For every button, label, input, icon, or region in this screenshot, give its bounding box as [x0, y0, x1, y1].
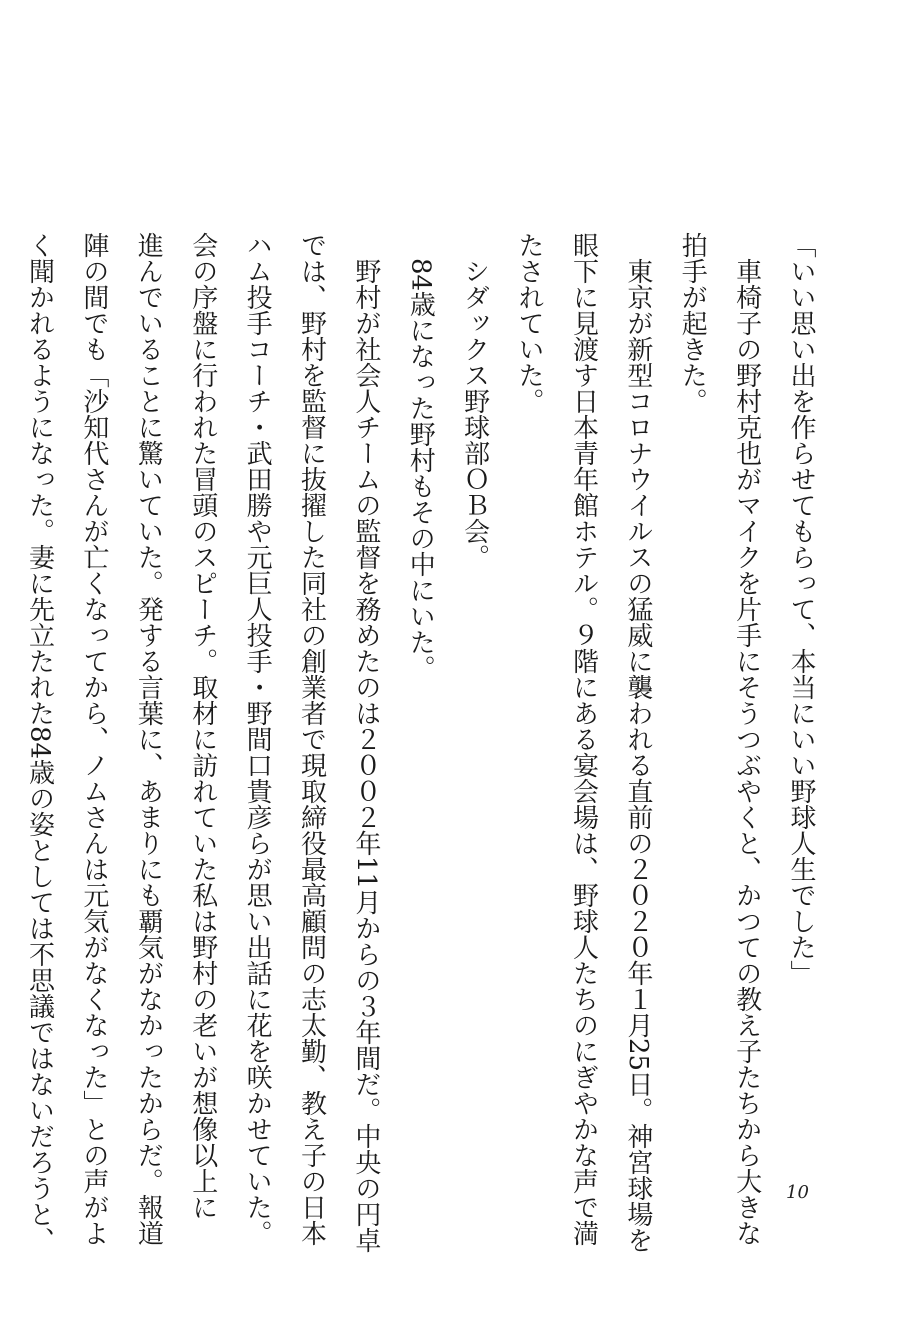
- text-line: 野村が社会人チームの監督を務めたのは２００２年11月からの３年間だ。中央の円卓: [350, 232, 381, 1254]
- text-line: では、野村を監督に抜擢した同社の創業者で現取締役最高顧問の志太勤、教え子の日本: [296, 232, 327, 1246]
- text-line: 「いい思い出を作らせてもらって、本当にいい野球人生でした」: [786, 232, 816, 986]
- text-line: 車椅子の野村克也がマイクを片手にそうつぶやくと、かつての教え子たちから大きな: [731, 232, 762, 1246]
- text-line: 84歳になった野村もその中にいた。: [405, 232, 436, 682]
- page-number: 10: [786, 1182, 809, 1203]
- text-line: 陣の間でも「沙知代さんが亡くなってから、ノムさんは元気がなくなった」との声がよ: [78, 232, 109, 1246]
- text-line: ハム投手コーチ・武田勝や元巨人投手・野間口貴彦らが思い出話に花を咲かせていた。: [242, 232, 273, 1246]
- text-line: たされていた。: [514, 232, 545, 414]
- text-line: 東京が新型コロナウイルスの猛威に襲われる直前の２０２０年１月25日。神宮球場を: [622, 232, 653, 1254]
- text-line: シダックス野球部ＯＢ会。: [459, 232, 490, 570]
- text-line: 拍手が起きた。: [677, 232, 708, 414]
- text-line: [0, 232, 2, 1062]
- text-line: 会の序盤に行われた冒頭のスピーチ。取材に訪れていた私は野村の老いが想像以上に: [187, 232, 218, 1220]
- text-line: 眼下に見渡す日本青年館ホテル。９階にある宴会場は、野球人たちのにぎやかな声で満: [568, 232, 599, 1246]
- text-line: く聞かれるようになった。妻に先立たれた84歳の姿としては不思議ではないだろうと、: [24, 232, 55, 1254]
- text-line: 進んでいることに驚いていた。発する言葉に、あまりにも覇気がなかったからだ。報道: [133, 232, 164, 1246]
